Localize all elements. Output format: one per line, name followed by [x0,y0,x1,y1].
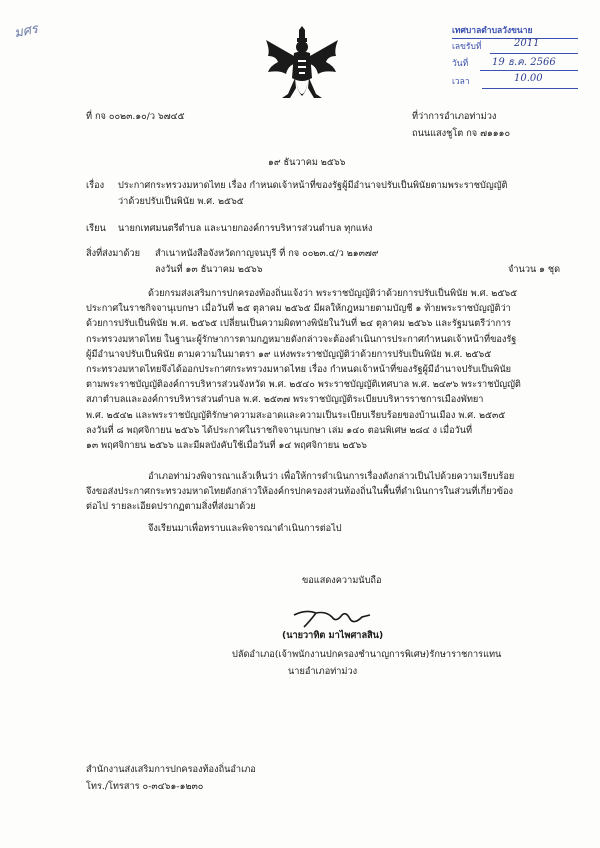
body-line: กระทรวงมหาดไทยจึงได้ออกประกาศกระทรวงมหาดไทย เรื่อง กำหนดเจ้าหน้าที่ของรัฐผู้มีอำนาจปรับเป็นพินัย [86,364,512,376]
enclosure-line-1: สำเนาหนังสือจังหวัดกาญจนบุรี ที่ กจ ๐๐๒๓.๔/ว ๒๑๓๗๙ [155,248,379,259]
enclosure-label: สิ่งที่ส่งมาด้วย [86,248,140,259]
office-name: ที่ว่าการอำเภอท่าม่วง [412,111,497,122]
stamp-time: 10.00 [514,73,543,84]
body-line: ด้วยกรมส่งเสริมการปกครองท้องถิ่นแจ้งว่า พระราชบัญญัติว่าด้วยการปรับเป็นพินัย พ.ศ. ๒๕๖๕ [148,288,518,299]
stamp-title: เทศบาลตำบลวังขนาย [452,26,533,36]
signatory-position: ปลัดอำเภอ(เจ้าพนักงานปกครองชำนาญการพิเศษ)รักษาราชการแทน [232,649,502,660]
footer-department: สำนักงานส่งเสริมการปกครองท้องถิ่นอำเภอ [86,764,256,775]
enclosure-quantity: จำนวน ๑ ชุด [508,264,561,275]
addressee: นายกเทศมนตรีตำบล และนายกองค์การบริหารส่วนตำบล ทุกแห่ง [118,223,373,234]
subject-label: เรื่อง [86,180,105,191]
handwritten-note: มศร [12,21,40,42]
stamp-received-no: 2011 [514,38,540,49]
signatory-name: (นายวาทิต มาไพศาลสิน) [282,630,384,641]
subject-line-2: ว่าด้วยปรับเป็นพินัย พ.ศ. ๒๕๖๕ [118,196,244,207]
body-line: ลงวันที่ ๘ พฤศจิกายน ๒๕๖๖ ได้ประกาศในราชกิจจานุเบกษา เล่ม ๑๔๐ ตอนพิเศษ ๒๘๔ ง เมื่อวันที่ [86,424,473,436]
body-paragraph-2 [86,469,566,515]
body-line: ตามพระราชบัญญัติองค์การบริหารส่วนจังหวัด พ.ศ. ๒๕๔๐ พระราชบัญญัติเทศบาล พ.ศ. ๒๔๙๖ พระราชบัญญัติ [86,379,521,391]
receiving-stamp [452,22,582,94]
body-line: ผู้มีอำนาจปรับเป็นพินัย ตามความในมาตรา ๑๙ แห่งพระราชบัญญัติว่าด้วยการปรับเป็นพินัย พ.ศ. ๒๕๖๕ [86,348,492,360]
body-line: ต่อไป รายละเอียดปรากฏตามสิ่งที่ส่งมาด้วย [86,501,256,513]
stamp-time-label: เวลา [452,77,470,87]
signature-mark [292,607,372,629]
closing-salutation: ขอแสดงความนับถือ [302,575,382,586]
body-line: ประกาศในราชกิจจานุเบกษา เมื่อวันที่ ๒๕ ตุลาคม ๒๕๖๕ มีผลให้กฎหมายตามบัญชี ๑ ท้ายพระราชบัญญัติว่า [86,303,511,315]
body-line: ด้วยการปรับเป็นพินัย พ.ศ. ๒๕๖๕ เปลี่ยนเป็นความผิดทางพินัยในวันที่ ๒๔ ตุลาคม ๒๕๖๖ และรัฐมนตรีว่าการ [86,318,512,330]
letter-date: ๑๙ ธันวาคม ๒๕๖๖ [268,157,346,168]
signatory-position-title: นายอำเภอท่าม่วง [288,666,358,677]
body-line: ๑๓ พฤศจิกายน ๒๕๖๖ และมีผลบังคับใช้เมื่อวันที่ ๑๔ พฤศจิกายน ๒๕๖๖ [86,440,367,452]
body-paragraph-1 [86,286,566,453]
addressee-label: เรียน [86,223,106,234]
stamp-date-label: วันที่ [452,59,469,69]
body-line: พ.ศ. ๒๕๔๒ และพระราชบัญญัติรักษาความสะอาดและความเป็นระเบียบเรียบร้อยของบ้านเมือง พ.ศ. ๒๕๓๕ [86,409,506,421]
enclosure-line-2: ลงวันที่ ๑๓ ธันวาคม ๒๕๖๖ [155,264,263,275]
footer-phone: โทร./โทรสาร ๐-๓๔๖๑-๑๒๓๐ [86,781,204,792]
closing-request: จึงเรียนมาเพื่อทราบและพิจารณาดำเนินการต่อไป [148,523,342,534]
body-line: สภาตำบลและองค์การบริหารส่วนตำบล พ.ศ. ๒๕๓๗ พระราชบัญญัติระเบียบบริหารราชการเมืองพัทยา [86,394,484,406]
stamp-received-no-label: เลขรับที่ [452,42,482,52]
reference-number: ที่ กจ ๐๐๒๓.๑๐/ว ๖๗๔๕ [86,111,185,122]
office-address: ถนนแสงชูโต กจ ๗๑๑๑๐ [412,128,511,139]
body-line: อำเภอท่าม่วงพิจารณาแล้วเห็นว่า เพื่อให้การดำเนินการเรื่องดังกล่าวเป็นไปด้วยความเรียบร้อย [148,471,515,482]
subject-line-1: ประกาศกระทรวงมหาดไทย เรื่อง กำหนดเจ้าหน้าที่ของรัฐผู้มีอำนาจปรับเป็นพินัยตามพระราชบัญญัติ [118,180,508,191]
body-line: จึงขอส่งประกาศกระทรวงมหาดไทยดังกล่าวให้องค์กรปกครองส่วนท้องถิ่นในพื้นที่ดำเนินการในส่วนที่เกี่ยวข้อง [86,486,514,498]
body-line: กระทรวงมหาดไทย ในฐานะผู้รักษาการตามกฎหมายดังกล่าวจะต้องดำเนินการประกาศกำหนดเจ้าหน้าที่ของรัฐ [86,333,517,345]
stamp-date: 19 ธ.ค. 2566 [492,57,556,68]
garuda-emblem-icon [262,26,342,110]
